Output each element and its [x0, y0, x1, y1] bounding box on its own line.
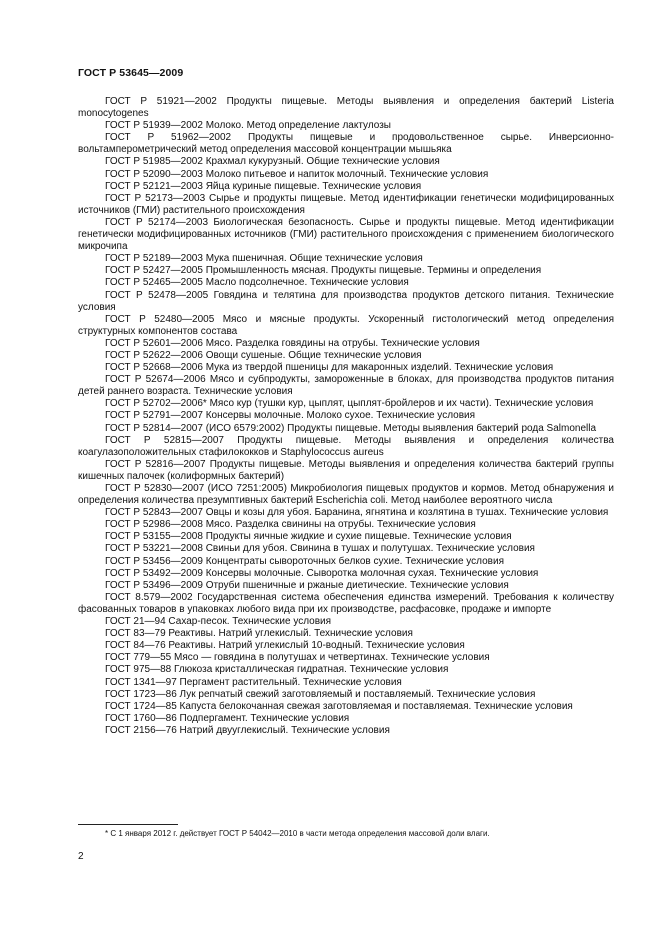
reference-entry: ГОСТ Р 51939—2002 Молоко. Метод определение лактулозы	[105, 120, 391, 132]
reference-entry: ГОСТ 1760—86 Подпергамент. Технические условия	[105, 712, 350, 724]
reference-entry: ГОСТ 1724—85 Капуста белокочанная свежая заготовляемая и поставляемая. Технические условия	[105, 700, 573, 712]
reference-entry: ГОСТ 83—79 Реактивы. Натрий углекислый. Технические условия	[105, 628, 413, 640]
reference-entry: ГОСТ Р 51962—2002 Продукты пищевые и продовольственное сырье. Инверсионно-вольтамперометрический метод определения массовой концентрации мышьяка	[78, 132, 614, 156]
reference-entry: ГОСТ Р 52189—2003 Мука пшеничная. Общие технические условия	[105, 253, 423, 265]
reference-entry: ГОСТ 975—88 Глюкоза кристаллическая гидратная. Технические условия	[105, 664, 449, 676]
reference-entry: ГОСТ Р 52843—2007 Овцы и козы для убоя. Баранина, ягнятина и козлятина в тушах. Технические условия	[105, 507, 609, 519]
reference-entry: ГОСТ Р 53456—2009 Концентраты сывороточных белков сухие. Технические условия	[105, 555, 504, 567]
document-header: ГОСТ Р 53645—2009	[78, 67, 184, 79]
reference-entry: ГОСТ Р 51985—2002 Крахмал кукурузный. Общие технические условия	[105, 156, 440, 168]
reference-entry: ГОСТ Р 53492—2009 Консервы молочные. Сыворотка молочная сухая. Технические условия	[105, 567, 539, 579]
reference-entry: ГОСТ Р 52668—2006 Мука из твердой пшеницы для макаронных изделий. Технические условия	[105, 362, 554, 374]
reference-entry: ГОСТ Р 52173—2003 Сырье и продукты пищевые. Метод идентификации генетически модифицированных источников (ГМИ) растительного происхождения	[78, 192, 614, 216]
reference-entry: ГОСТ Р 52986—2008 Мясо. Разделка свинины на отрубы. Технические условия	[105, 519, 476, 531]
reference-entry: ГОСТ Р 52465—2005 Масло подсолнечное. Технические условия	[105, 277, 409, 289]
normative-references-list	[78, 96, 614, 737]
reference-entry: ГОСТ Р 52478—2005 Говядина и телятина для производства продуктов детского питания. Технические условия	[78, 289, 614, 313]
reference-entry: ГОСТ Р 52791—2007 Консервы молочные. Молоко сухое. Технические условия	[105, 410, 476, 422]
reference-entry: ГОСТ Р 52816—2007 Продукты пищевые. Методы выявления и определения количества бактерий группы кишечных палочек (колиформных бактерий)	[78, 458, 614, 482]
reference-entry: ГОСТ Р 52427—2005 Промышленность мясная. Продукты пищевые. Термины и определения	[105, 265, 542, 277]
reference-entry: ГОСТ 84—76 Реактивы. Натрий углекислый 10-водный. Технические условия	[105, 640, 465, 652]
reference-entry: ГОСТ Р 52121—2003 Яйца куриные пищевые. Технические условия	[105, 180, 422, 192]
reference-entry: ГОСТ Р 52815—2007 Продукты пищевые. Методы выявления и определения количества коагулазоположительных стафилококков и Staphylococcus aureus	[78, 434, 614, 458]
reference-entry: ГОСТ Р 53155—2008 Продукты яичные жидкие и сухие пищевые. Технические условия	[105, 531, 512, 543]
reference-entry: ГОСТ 1723—86 Лук репчатый свежий заготовляемый и поставляемый. Технические условия	[105, 688, 536, 700]
reference-entry: ГОСТ Р 51921—2002 Продукты пищевые. Методы выявления и определения бактерий Listeria monocytogenes	[78, 96, 614, 120]
reference-entry: ГОСТ Р 52830—2007 (ИСО 7251:2005) Микробиология пищевых продуктов и кормов. Метод обнаружения и определения количества презумптивных бактерий Escherichia coli. Метод наиболее вероятного числа	[78, 483, 614, 507]
reference-entry: ГОСТ Р 52090—2003 Молоко питьевое и напиток молочный. Технические условия	[105, 168, 489, 180]
reference-entry: ГОСТ 2156—76 Натрий двууглекислый. Технические условия	[105, 724, 390, 736]
reference-entry: ГОСТ Р 52174—2003 Биологическая безопасность. Сырье и продукты пищевые. Метод идентификации генетически модифицированных источников (ГМИ) растительного происхождения с применением биологического микрочипа	[78, 216, 614, 253]
reference-entry: ГОСТ 21—94 Сахар-песок. Технические условия	[105, 616, 332, 628]
reference-entry: ГОСТ Р 52622—2006 Овощи сушеные. Общие технические условия	[105, 349, 422, 361]
reference-entry: ГОСТ 1341—97 Пергамент растительный. Технические условия	[105, 676, 402, 688]
reference-entry: ГОСТ Р 52480—2005 Мясо и мясные продукты. Ускоренный гистологический метод определения структурных компонентов состава	[78, 313, 614, 337]
reference-entry: ГОСТ Р 52814—2007 (ИСО 6579:2002) Продукты пищевые. Методы выявления бактерий рода Salmonella	[105, 422, 597, 434]
footnote-text: * С 1 января 2012 г. действует ГОСТ Р 54042—2010 в части метода определения массовой доли влаги.	[105, 829, 490, 838]
reference-entry: ГОСТ Р 53496—2009 Отруби пшеничные и ржаные диетические. Технические условия	[105, 579, 509, 591]
footnote-divider	[78, 824, 178, 825]
reference-entry: ГОСТ 779—55 Мясо — говядина в полутушах и четвертинах. Технические условия	[105, 652, 490, 664]
reference-entry: ГОСТ Р 52674—2006 Мясо и субпродукты, замороженные в блоках, для производства продуктов питания детей раннего возраста. Технические условия	[78, 374, 614, 398]
reference-entry: ГОСТ 8.579—2002 Государственная система обеспечения единства измерений. Требования к количеству фасованных товаров в упаковках любого вида при их производстве, расфасовке, продаже и импорте	[78, 591, 614, 615]
page-number: 2	[78, 851, 84, 862]
reference-entry: ГОСТ Р 52702—2006* Мясо кур (тушки кур, цыплят, цыплят-бройлеров и их части). Технические условия	[105, 398, 594, 410]
reference-entry: ГОСТ Р 52601—2006 Мясо. Разделка говядины на отрубы. Технические условия	[105, 337, 480, 349]
reference-entry: ГОСТ Р 53221—2008 Свиньи для убоя. Свинина в тушах и полутушах. Технические условия	[105, 543, 535, 555]
